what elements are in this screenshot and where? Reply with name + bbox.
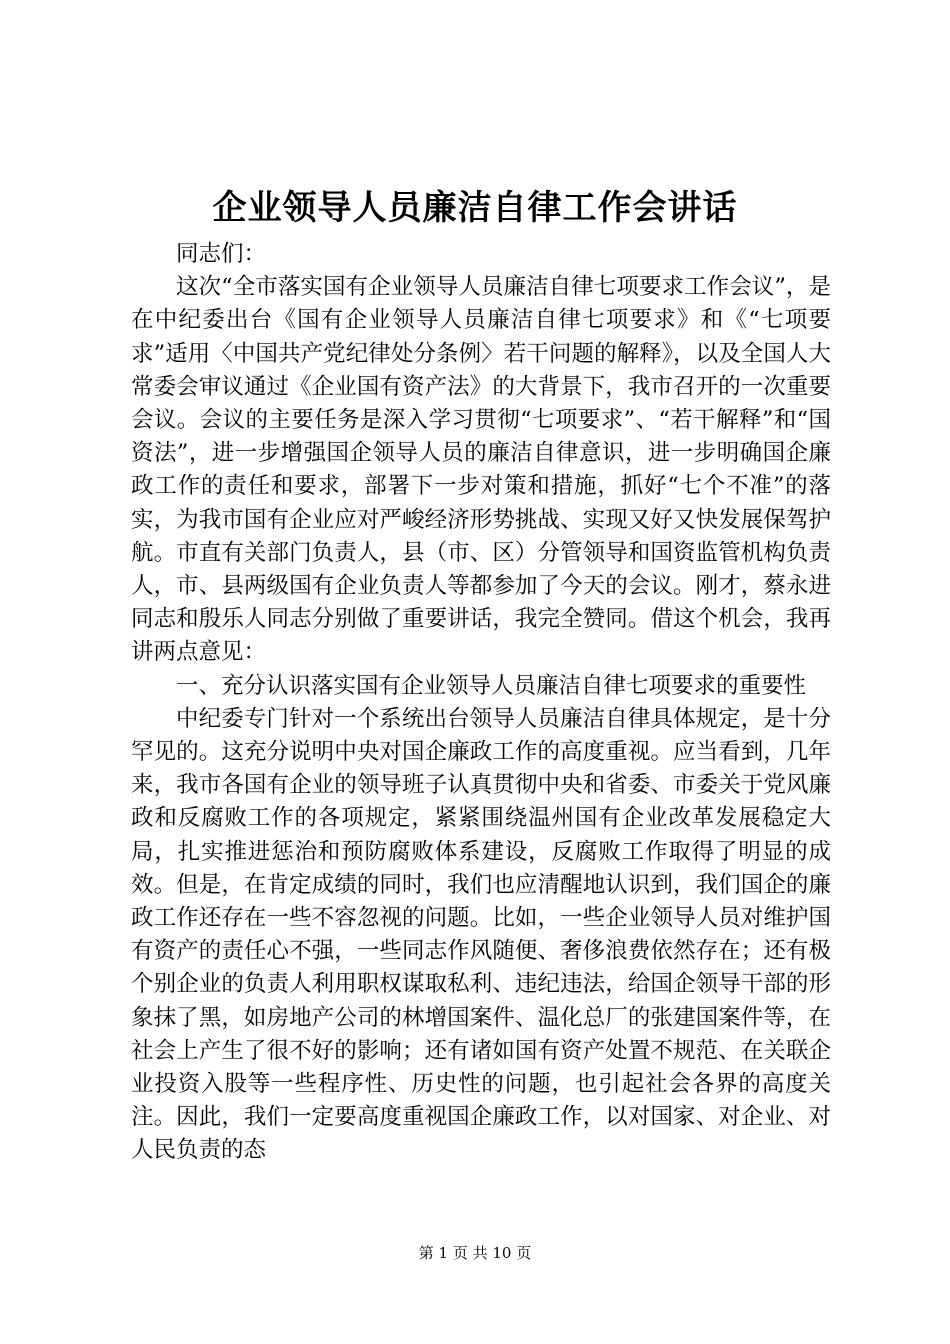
document-body xyxy=(131,238,831,1168)
page-footer: 第 1 页 共 10 页 xyxy=(418,1244,532,1262)
paragraph-section-1: 中纪委专门针对一个系统出台领导人员廉洁自律具体规定，是十分罕见的。这充分说明中央对国企廉政工作的高度重视。应当看到，几年来，我市各国有企业的领导班子认真贯彻中央和省委、市委关于党风廉政和反腐败工作的各项规定，紧紧围绕温州国有企业改革发展稳定大局，扎实推进惩治和预防腐败体系建设，反腐败工作取得了明显的成效。但是，在肯定成绩的同时，我们也应清醒地认识到，我们国企的廉政工作还存在一些不容忽视的问题。比如，一些企业领导人员对维护国有资产的责任心不强，一些同志作风随便、奢侈浪费依然存在；还有极个别企业的负责人利用职权谋取私利、违纪违法，给国企领导干部的形象抹了黑，如房地产公司的林增国案件、温化总厂的张建国案件等，在社会上产生了很不好的影响；还有诸如国有资产处置不规范、在关联企业投资入股等一些程序性、历史性的问题，也引起社会各界的高度关注。因此，我们一定要高度重视国企廉政工作，以对国家、对企业、对人民负责的态 xyxy=(131,705,831,1164)
section-heading-1: 一、充分认识落实国有企业领导人员廉洁自律七项要求的重要性 xyxy=(176,672,807,699)
document-title: 企业领导人员廉洁自律工作会讲话 xyxy=(212,188,738,228)
salutation: 同志们： xyxy=(176,241,267,267)
paragraph-intro: 这次“全市落实国有企业领导人员廉洁自律七项要求工作会议”，是在中纪委出台《国有企业领导人员廉洁自律七项要求》和《“七项要求”适用〈中国共产党纪律处分条例〉若干问题的解释》，以及全国人大常委会审议通过《企业国有资产法》的大背景下，我市召开的一次重要会议。会议的主要任务是深入学习贯彻“七项要求”、“若干解释”和“国资法”，进一步增强国企领导人员的廉洁自律意识，进一步明确国企廉政工作的责任和要求，部署下一步对策和措施，抓好“七个不准”的落实，为我市国有企业应对严峻经济形势挑战、实现又好又快发展保驾护航。市直有关部门负责人，县（市、区）分管领导和国资监管机构负责人，市、县两级国有企业负责人等都参加了今天的会议。刚才，蔡永进同志和殷乐人同志分别做了重要讲话，我完全赞同。借这个机会，我再讲两点意见： xyxy=(131,274,831,666)
